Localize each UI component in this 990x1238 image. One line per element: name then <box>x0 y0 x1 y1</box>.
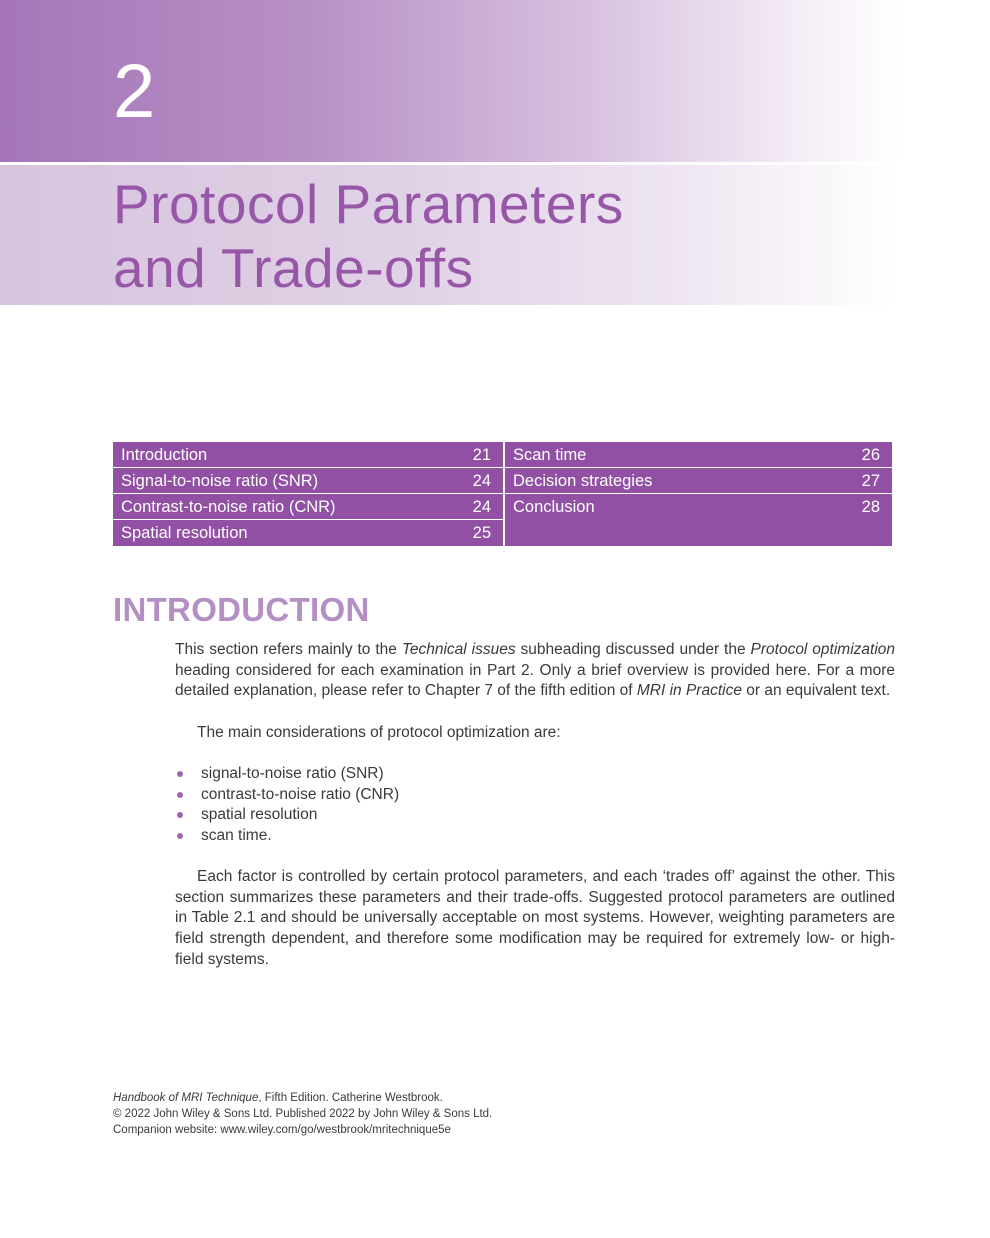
contents-entry-page: 24 <box>472 498 491 516</box>
contents-entry-label: Spatial resolution <box>121 524 248 542</box>
contents-entry-page: 21 <box>472 446 491 464</box>
intro-paragraph-2: The main considerations of protocol optimization are: <box>197 724 561 741</box>
intro-paragraph-3: Each factor is controlled by certain protocol parameters, and each ‘trades off’ against the other. This section summarizes these parameters and their trade-offs. Suggested protocol parameters are outlined in Table 2.1 and should be universally acceptable on most systems. However, weighting parameters are field strength dependent, and therefore some modification may be required for extremely low- or high-field systems. <box>175 868 895 968</box>
list-item: signal-to-noise ratio (SNR) <box>175 764 399 785</box>
section-heading: INTRODUCTION <box>113 591 370 628</box>
chapter-contents-table <box>113 442 892 546</box>
contents-entry-label: Scan time <box>513 446 587 464</box>
intro-paragraph-1: This section refers mainly to the Technical issues subheading discussed under the Protocol optimization heading considered for each examination in Part 2. Only a brief overview is provided here. For a more detailed explanation, please refer to Chapter 7 of the fifth edition of MRI in Practice or an equivalent text. <box>175 641 896 700</box>
footer-companion-website[interactable]: Companion website: www.wiley.com/go/westbrook/mritechnique5e <box>113 1124 451 1136</box>
contents-entry[interactable] <box>113 520 503 546</box>
contents-column-left <box>113 442 503 546</box>
contents-entry-label: Signal-to-noise ratio (SNR) <box>121 472 319 490</box>
contents-entry[interactable] <box>113 494 503 520</box>
contents-entry-page: 25 <box>472 524 491 542</box>
contents-entry-page: 24 <box>472 472 491 490</box>
contents-entry-page: 28 <box>861 498 880 516</box>
contents-entry-label: Introduction <box>121 446 208 464</box>
contents-entry[interactable] <box>113 442 503 468</box>
contents-entry-label: Decision strategies <box>513 472 653 490</box>
contents-entry-label: Contrast-to-noise ratio (CNR) <box>121 498 336 516</box>
contents-entry[interactable] <box>113 468 503 494</box>
contents-column-right <box>503 442 892 546</box>
chapter-title <box>113 172 624 300</box>
chapter-number: 2 <box>113 49 156 134</box>
list-item: spatial resolution <box>175 805 399 826</box>
chapter-title-line-2: and Trade-offs <box>113 237 474 299</box>
contents-entry-page: 26 <box>861 446 880 464</box>
list-item: scan time. <box>175 826 399 847</box>
contents-entry[interactable] <box>505 442 892 468</box>
bullet-icon <box>177 792 183 798</box>
chapter-title-line-1: Protocol Parameters <box>113 173 624 235</box>
copyright-footer <box>113 1090 492 1138</box>
bullet-icon <box>177 812 183 818</box>
contents-entry-page: 27 <box>861 472 880 490</box>
considerations-list <box>175 764 399 847</box>
contents-entry[interactable] <box>505 494 892 520</box>
list-item: contrast-to-noise ratio (CNR) <box>175 785 399 806</box>
bullet-icon <box>177 833 183 839</box>
contents-entry[interactable] <box>505 468 892 494</box>
bullet-icon <box>177 771 183 777</box>
footer-copyright: © 2022 John Wiley & Sons Ltd. Published 2022 by John Wiley & Sons Ltd. <box>113 1108 493 1120</box>
footer-citation: Handbook of MRI Technique, Fifth Edition. Catherine Westbrook. <box>113 1092 443 1104</box>
contents-entry-label: Conclusion <box>513 498 595 516</box>
